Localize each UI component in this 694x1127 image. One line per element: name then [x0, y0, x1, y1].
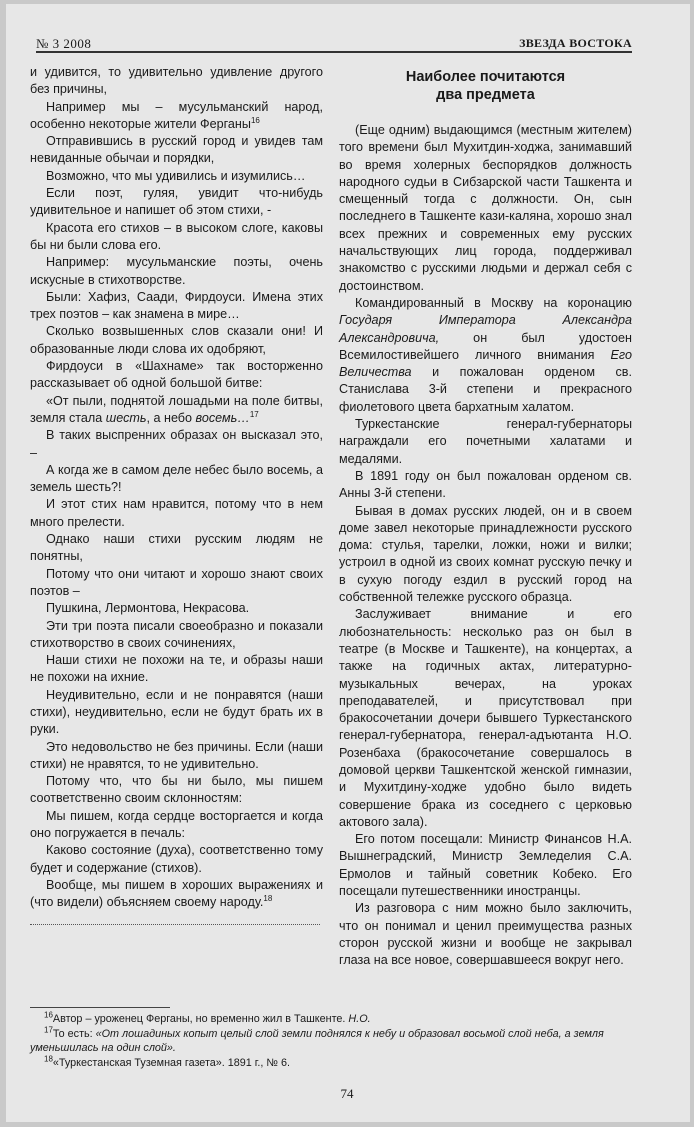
footnote-ref[interactable]: 17 — [249, 409, 259, 419]
paragraph: Неудивительно, если и не понравятся (наши стихи), неудивительно, если не будут брать их в руки. — [30, 687, 323, 737]
paragraph: Сколько возвышенных слов сказали они! И образованные люди слова их одобряют, — [30, 324, 323, 356]
header-rule — [36, 51, 632, 53]
paragraph: Однако наши стихи русским людям не понятны, — [30, 532, 323, 564]
paragraph: В таких выспренних образах он высказал это, – — [30, 428, 323, 460]
footnote-16: $^{16}$Автор – уроженец Ферганы, но временно жил в Ташкенте. Н.О. — [44, 1010, 371, 1025]
paragraph: Командированный в Москву на коронацию Государя Императора Александра Александровича, он был удостоен Всемилостивейшего личного внимания Его Величества и пожалован орденом св. Станислава 3-й степени и прекрасного фиолетового цвета бархатным халатом. — [339, 295, 632, 414]
paragraph: Отправившись в русский город и увидев там невиданные обычаи и порядки, — [30, 134, 323, 166]
paragraph: Вообще, мы пишем в хороших выражениях и (что видели) объясняем своему народу.$^{18}$ — [30, 877, 323, 910]
paragraph: Потому что, что бы ни было, мы пишем соответственно своим склонностям: — [30, 774, 323, 806]
paragraph: Наши стихи не похожи на те, и образы наши не похожи на ихние. — [30, 653, 323, 685]
paragraph: Эти три поэта писали своеобразно и показали стихотворство в своих сочинениях, — [30, 618, 323, 650]
page-number: 74 — [340, 1086, 354, 1101]
paragraph: Например мы – мусульманский народ, особенно некоторые жители Ферганы$^{16}$ — [30, 99, 323, 131]
paragraph: Например: мусульманские поэты, очень искусные в стихотворстве. — [30, 255, 323, 287]
paragraph: Бывая в домах русских людей, он и в своем доме завел некоторые принадлежности русского дома: стулья, тарелки, ложки, ножи и вилки; устроил в одной из своих комнат русскую печку и в сухую погоду ездил в русский город на собственной тележке русского образца. — [339, 503, 632, 605]
paragraph: Фирдоуси в «Шахнаме» так восторженно рассказывает об одной большой битве: — [30, 359, 323, 391]
paragraph: Туркестанские генерал-губернаторы награждали его почетными халатами и медалями. — [339, 417, 632, 466]
paragraph: Заслуживает внимание и его любознательность: несколько раз он был в театре (в Москве и Ташкенте), на концертах, а также на годичных актах, литературно-музыкальных вечерах, на уроках преподавателей, и присутствовал при бракосочетании дочери бывшего Туркестанского генерал-губернатора, генерал-адъютанта Н.О. Розенбаха (бракосочетание совершалось в домовой церкви Ташкентской женской гимназии, и Мухитдину-ходже удобно было видеть совершение брака из соседнего с церковью актового зала). — [339, 607, 632, 829]
paragraph: Красота его стихов – в высоком слоге, каковы бы ни были слова его. — [30, 220, 323, 252]
paragraph: Если поэт, гуляя, увидит что-нибудь удивительное и напишет об этом стихи, - — [30, 186, 323, 218]
paragraph: (Еще одним) выдающимся (местным жителем) того времени был Мухитдин-ходжа, занимавший во время холерных беспорядков должность народного судьи в Сибзарской части Ташкента и смещенный тогда с должности. Он, сын последнего в Ташкенте кази-каляна, хорошо знал всех прежних и современных ему русских начальствующих лиц города, поддерживал знакомство с русскими людьми и держал себя с достоинством. — [339, 123, 632, 293]
paragraph: Это недовольство не без причины. Если (наши стихи) не нравятся, то не удивительно. — [30, 739, 323, 771]
paragraph: В 1891 году он был пожалован орденом св. Анны 3-й степени. — [339, 468, 632, 501]
paragraph: А когда же в самом деле небес было восемь, а земель шесть?! — [30, 462, 323, 495]
footnote-17: $^{17}$То есть: «От лошадиных копыт целый слой земли поднялся к небу и образовал восьмой слой неба, а земля уменьшилась на один слой». — [30, 1024, 604, 1054]
paragraph: Пушкина, Лермонтова, Некрасова. — [46, 601, 250, 616]
footnote-18: $^{18}$«Туркестанская Туземная газета». 1891 г., № 6. — [44, 1053, 291, 1069]
footnotes — [30, 1012, 630, 1070]
paragraph: «От пыли, поднятой лошадьми на поле битвы, земля стала шесть, а небо восемь…$^{17}$ — [30, 393, 323, 425]
paragraph: Потому что они читают и хорошо знают своих поэтов – — [30, 566, 323, 598]
section-title: Наиболее почитаются два предмета — [405, 69, 566, 103]
paragraph: и удивится, то удивительно удивление другого без причины, — [30, 65, 323, 97]
issue-label: № 3 2008 — [36, 36, 92, 51]
footnote-ref[interactable]: 16 — [250, 115, 260, 125]
journal-title: ЗВЕЗДА ВОСТОКА — [519, 36, 632, 50]
paragraph: Возможно, что мы удивились и изумились… — [46, 168, 306, 183]
dotted-separator — [30, 918, 320, 925]
right-column — [339, 64, 632, 970]
paragraph: Мы пишем, когда сердце восторгается и когда оно погружается в печаль: — [30, 808, 323, 841]
paragraph: Были: Хафиз, Саади, Фирдоуси. Имена этих трех поэтов – как знамена в мире… — [30, 289, 323, 322]
paragraph: И этот стих нам нравится, потому что в нем много прелести. — [30, 497, 323, 529]
footnote-ref[interactable]: 18 — [263, 894, 273, 904]
left-column — [30, 64, 323, 925]
paragraph: Его потом посещали: Министр Финансов Н.А. Вышнеградский, Министр Земледелия С.А. Ермолов и тайный советник Кобеко. Его посещали путешественники иностранцы. — [339, 832, 632, 899]
paragraph: Из разговора с ним можно было заключить, что он понимал и ценил преимущества разных сторон русской жизни и вообще не закрывал глаза на все новое, совершавшееся вокруг него. — [339, 901, 632, 968]
footnote-rule — [30, 1007, 170, 1008]
paragraph: Каково состояние (духа), соответственно тому будет и содержание (стихов). — [30, 843, 323, 875]
